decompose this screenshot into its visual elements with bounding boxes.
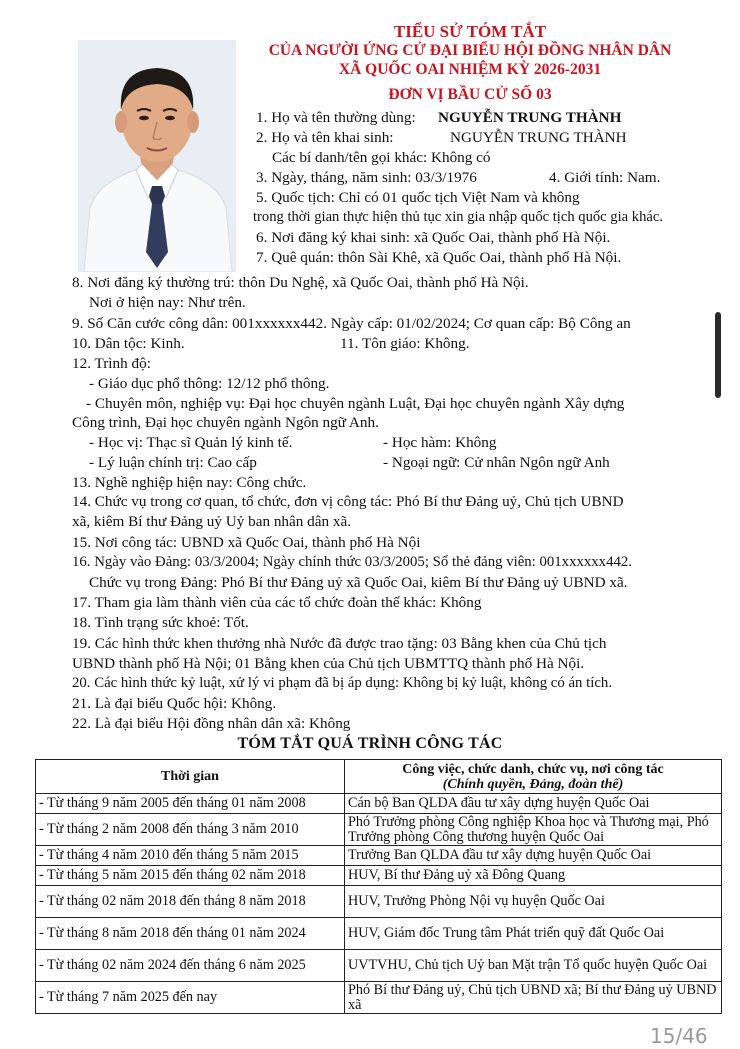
portrait-image (78, 40, 236, 272)
bio-gender: 4. Giới tính: Nam. (549, 169, 661, 186)
bio-foreign-language: - Ngoại ngữ: Cử nhân Ngôn ngữ Anh (383, 454, 610, 471)
bio-council: 22. Là đại biểu Hội đồng nhân dân xã: Không (72, 715, 351, 732)
bio-general-education: - Giáo dục phổ thông: 12/12 phổ thông. (89, 375, 330, 392)
bio-common-name-value: NGUYỄN TRUNG THÀNH (438, 109, 622, 126)
bio-nationality-cont: trong thời gian thực hiện thủ tục xin gia nhập quốc tịch quốc gia khác. (253, 209, 663, 225)
candidate-photo (78, 40, 236, 272)
table-row (36, 866, 722, 886)
bio-party-position: Chức vụ trong Đảng: Phó Bí thư Đảng uỷ xã Quốc Oai, kiêm Bí thư Đảng uỷ UBND xã. (89, 574, 628, 591)
bio-awards-cont: UBND thành phố Hà Nội; 01 Bằng khen của Chủ tịch UBMTTQ thành phố Hà Nội. (72, 655, 585, 672)
bio-position-cont: xã, kiêm Bí thư Đảng uỷ Uỷ ban nhân dân xã. (72, 513, 352, 530)
row-time: - Từ tháng 9 năm 2005 đến tháng 01 năm 2008 (36, 794, 345, 814)
doc-title: TIỂU SỬ TÓM TẮT (393, 22, 547, 41)
table-row (36, 794, 722, 814)
bio-health: 18. Tình trạng sức khoẻ: Tốt. (72, 614, 249, 631)
bio-discipline: 20. Các hình thức kỷ luật, xử lý vi phạm đã bị áp dụng: Không bị kỷ luật, không có án tích. (72, 675, 613, 691)
col-job-header-sub: (Chính quyền, Đảng, đoàn thể) (442, 776, 624, 792)
bio-degree: - Học vị: Thạc sĩ Quản lý kinh tế. (89, 434, 293, 451)
row-time: - Từ tháng 02 năm 2024 đến tháng 6 năm 2025 (36, 950, 345, 982)
row-job: HUV, Bí thư Đảng uỷ xã Đông Quang (345, 866, 722, 886)
bio-birth-name-label: 2. Họ và tên khai sinh: (256, 129, 394, 146)
bio-specialization-cont: Công trình, Đại học chuyên ngành Ngôn ngữ Anh. (72, 414, 379, 431)
col-time-header: Thời gian (36, 760, 345, 794)
career-table (35, 759, 722, 1014)
bio-hometown: 7. Quê quán: thôn Sài Khê, xã Quốc Oai, thành phố Hà Nội. (256, 249, 622, 266)
row-job: Cán bộ Ban QLDA đầu tư xây dựng huyện Quốc Oai (345, 794, 722, 814)
bio-ethnicity: 10. Dân tộc: Kinh. (72, 335, 185, 352)
page-indicator: 15/46 (650, 1024, 708, 1048)
table-row (36, 982, 722, 1014)
row-job: UVTVHU, Chủ tịch Uỷ ban Mặt trận Tổ quốc huyện Quốc Oai (345, 950, 722, 982)
bio-occupation: 13. Nghề nghiệp hiện nay: Công chức. (72, 474, 307, 491)
bio-workplace: 15. Nơi công tác: UBND xã Quốc Oai, thành phố Hà Nội (72, 534, 421, 551)
row-time: - Từ tháng 2 năm 2008 đến tháng 3 năm 2010 (36, 814, 345, 846)
career-title: TÓM TẮT QUÁ TRÌNH CÔNG TÁC (237, 735, 503, 752)
bio-party-join: 16. Ngày vào Đảng: 03/3/2004; Ngày chính thức 03/3/2005; Số thẻ đảng viên: 001xxxxxx442. (72, 554, 632, 570)
row-job: Phó Bí thư Đảng uỷ, Chủ tịch UBND xã; Bí thư Đảng uỷ UBND xã (345, 982, 722, 1014)
bio-organizations: 17. Tham gia làm thành viên của các tổ chức đoàn thể khác: Không (72, 594, 482, 611)
bio-specialization: - Chuyên môn, nghiệp vụ: Đại học chuyên ngành Luật, Đại học chuyên ngành Xây dựng (86, 395, 625, 412)
row-job: Trưởng Ban QLDA đầu tư xây dựng huyện Quốc Oai (345, 846, 722, 866)
doc-subtitle-2: XÃ QUỐC OAI NHIỆM KỲ 2026-2031 (338, 61, 602, 78)
electoral-unit: ĐƠN VỊ BẦU CỬ SỐ 03 (388, 86, 552, 103)
bio-academic-title: - Học hàm: Không (383, 434, 497, 451)
scrollbar-thumb[interactable] (715, 312, 721, 398)
bio-aliases: Các bí danh/tên gọi khác: Không có (272, 149, 491, 166)
bio-nationality: 5. Quốc tịch: Chỉ có 01 quốc tịch Việt Nam và không (256, 189, 580, 206)
bio-national-assembly: 21. Là đại biểu Quốc hội: Không. (72, 695, 277, 712)
col-job-header-main: Công việc, chức danh, chức vụ, nơi công tác (402, 761, 664, 777)
bio-birth-date: 3. Ngày, tháng, năm sinh: 03/3/1976 (256, 169, 477, 186)
table-row (36, 846, 722, 866)
bio-common-name-label: 1. Họ và tên thường dùng: (256, 109, 416, 126)
bio-birth-name-value: NGUYỄN TRUNG THÀNH (450, 129, 627, 146)
bio-awards: 19. Các hình thức khen thưởng nhà Nước đã được trao tặng: 03 Bằng khen của Chủ tịch (72, 635, 607, 652)
table-row (36, 950, 722, 982)
doc-subtitle-1: CỦA NGƯỜI ỨNG CỬ ĐẠI BIỂU HỘI ĐỒNG NHÂN DÂN (268, 42, 672, 59)
row-time: - Từ tháng 5 năm 2015 đến tháng 02 năm 2018 (36, 866, 345, 886)
bio-permanent-residence: 8. Nơi đăng ký thường trú: thôn Du Nghệ, xã Quốc Oai, thành phố Hà Nội. (72, 274, 529, 291)
table-row (36, 886, 722, 918)
row-time: - Từ tháng 7 năm 2025 đến nay (36, 982, 345, 1014)
bio-political-theory: - Lý luận chính trị: Cao cấp (89, 454, 257, 471)
row-time: - Từ tháng 02 năm 2018 đến tháng 8 năm 2018 (36, 886, 345, 918)
bio-religion: 11. Tôn giáo: Không. (340, 335, 470, 352)
row-time: - Từ tháng 8 năm 2018 đến tháng 01 năm 2024 (36, 918, 345, 950)
col-job-header (345, 760, 722, 794)
bio-position: 14. Chức vụ trong cơ quan, tổ chức, đơn vị công tác: Phó Bí thư Đảng uỷ, Chủ tịch UBND (72, 493, 624, 510)
table-header-row (36, 760, 722, 794)
table-row (36, 814, 722, 846)
bio-birth-registration: 6. Nơi đăng ký khai sinh: xã Quốc Oai, thành phố Hà Nội. (256, 229, 611, 246)
row-job: Phó Trưởng phòng Công nghiệp Khoa học và Thương mại, Phó Trưởng phòng Công thương huyện Quốc Oai (345, 814, 722, 846)
bio-id-card: 9. Số Căn cước công dân: 001xxxxxx442. Ngày cấp: 01/02/2024; Cơ quan cấp: Bộ Công an (72, 315, 631, 332)
row-time: - Từ tháng 4 năm 2010 đến tháng 5 năm 2015 (36, 846, 345, 866)
row-job: HUV, Trưởng Phòng Nội vụ huyện Quốc Oai (345, 886, 722, 918)
table-row (36, 918, 722, 950)
bio-current-residence: Nơi ở hiện nay: Như trên. (89, 294, 246, 311)
row-job: HUV, Giám đốc Trung tâm Phát triển quỹ đất Quốc Oai (345, 918, 722, 950)
bio-education-heading: 12. Trình độ: (72, 355, 151, 372)
